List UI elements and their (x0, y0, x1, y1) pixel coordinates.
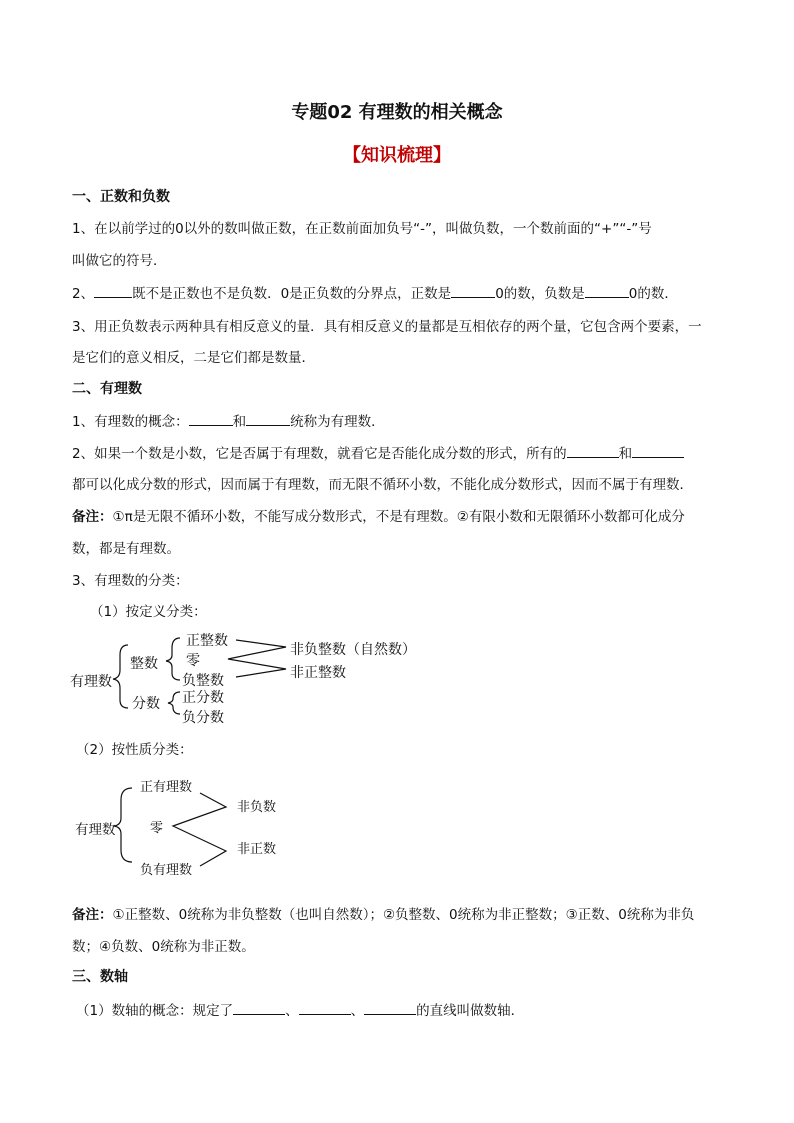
d1-positive-integer: 正整数 (186, 633, 228, 649)
classification-1-label: （1）按定义分类： (90, 604, 207, 620)
note-label: 备注： (72, 907, 113, 923)
s1-p2-text: 既不是正数也不是负数．0是正负数的分界点，正数是 (132, 286, 452, 302)
s3-p1-text: 、 (350, 1003, 365, 1019)
s1-paragraph-3b: 是它们的意义相反，二是它们都是数量． (72, 350, 315, 366)
d2-negative-rational: 负有理数 (140, 863, 193, 878)
d2-positive-rational: 正有理数 (140, 780, 193, 795)
d1-nonpositive-integer: 非正整数 (290, 665, 346, 681)
s2-note-2b: 数；④负数、0统称为非正数。 (72, 939, 255, 955)
s3-paragraph-1 (76, 999, 524, 1019)
classification-2-label: （2）按性质分类： (76, 742, 193, 758)
s1-p2-text: 0的数． (628, 286, 678, 302)
s1-paragraph-1a: 1、在以前学过的0以外的数叫做正数，在正数前面加负号“-”，叫做负数，一个数前面的“+”“-”号 (72, 221, 652, 237)
d2-nonpositive: 非正数 (237, 842, 277, 857)
d1-positive-fraction: 正分数 (182, 690, 224, 706)
fill-blank[interactable] (233, 1000, 285, 1015)
s2-paragraph-3: 3、有理数的分类： (72, 573, 189, 589)
fill-blank[interactable] (299, 1000, 351, 1015)
d2-nonnegative: 非负数 (237, 800, 277, 815)
heading-number-line: 三、数轴 (72, 969, 128, 985)
d2-zero: 零 (150, 821, 164, 836)
heading-rational-numbers: 二、有理数 (72, 381, 142, 397)
s3-p1-text: 的直线叫做数轴． (416, 1003, 525, 1019)
s2-p1-text: 和 (232, 414, 247, 430)
d1-zero: 零 (186, 653, 200, 669)
note-text: ①π是无限不循环小数，不能写成分数形式，不是有理数。②有限小数和无限循环小数都可化成分 (112, 509, 685, 525)
s1-paragraph-1b: 叫做它的符号． (72, 253, 167, 269)
d1-fraction: 分数 (132, 696, 160, 712)
d1-negative-integer: 负整数 (182, 673, 224, 689)
d1-nonnegative-integer: 非负整数（自然数） (290, 642, 416, 658)
s1-p2-text: 0的数，负数是 (495, 286, 585, 302)
s3-p1-text: 、 (285, 1003, 299, 1019)
s2-p1-text: 统称为有理数． (290, 414, 385, 430)
d1-integer: 整数 (130, 656, 158, 672)
fill-blank[interactable] (364, 1000, 416, 1015)
s2-p2-text: 和 (618, 446, 633, 462)
s1-p2-text: 2、 (72, 286, 95, 302)
s2-paragraph-2b: 都可以化成分数的形式，因而属于有理数，而无限不循环小数，不能化成分数形式，因而不属于有理数． (72, 477, 693, 493)
note-label: 备注： (72, 509, 113, 525)
s1-paragraph-3a: 3、用正负数表示两种具有相反意义的量．具有相反意义的量都是互相依存的两个量，它包含两个要素，一 (72, 319, 702, 335)
s2-p2-text: 2、如果一个数是小数，它是否属于有理数，就看它是否能化成分数的形式，所有的 (72, 446, 567, 462)
d1-root: 有理数 (70, 674, 112, 690)
heading-positive-negative: 一、正数和负数 (72, 189, 170, 205)
s2-note-2a (72, 903, 694, 923)
s2-p1-text: 1、有理数的概念： (72, 414, 189, 430)
page-title: 专题02 有理数的相关概念 (291, 102, 503, 123)
s3-p1-text: （1）数轴的概念：规定了 (76, 1003, 234, 1019)
note-text: ①正整数、0统称为非负整数（也叫自然数）；②负整数、0统称为非正整数；③正数、0统称为非负 (112, 907, 695, 923)
section-subtitle: 【知识梳理】 (343, 145, 451, 166)
s2-note-1b: 数，都是有理数。 (72, 541, 180, 557)
d2-root: 有理数 (75, 822, 116, 838)
d1-negative-fraction: 负分数 (182, 710, 224, 726)
